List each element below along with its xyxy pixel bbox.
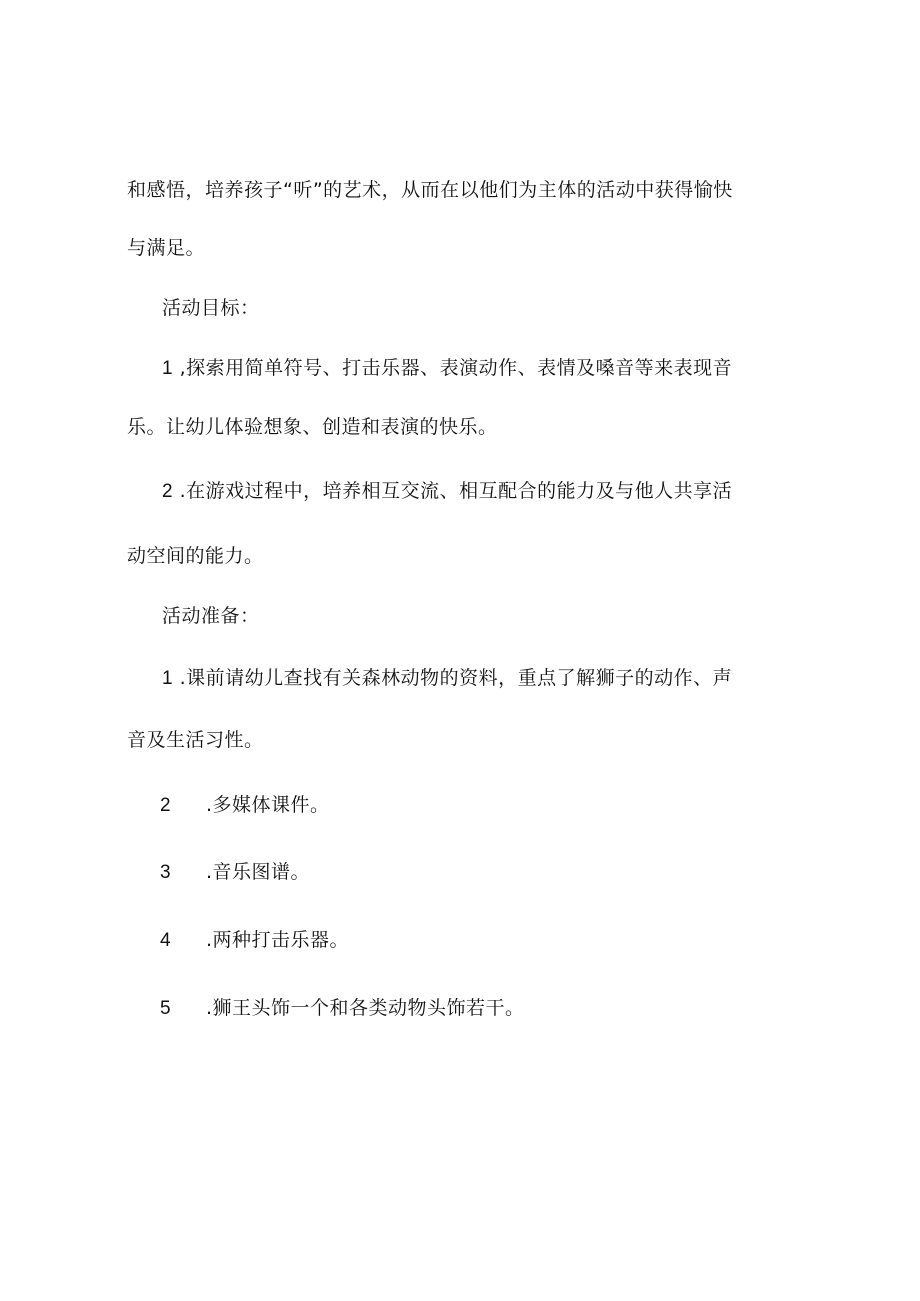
prep-1-text: .课前请幼儿查找有关森林动物的资料，重点了解狮子的动作、声 bbox=[173, 667, 733, 689]
goal-1-line-1 bbox=[162, 356, 732, 381]
prep-item-3 bbox=[160, 860, 310, 885]
prep-item-2 bbox=[160, 793, 330, 818]
prep-item-text: .两种打击乐器。 bbox=[206, 929, 350, 951]
prep-heading: 活动准备： bbox=[162, 605, 260, 627]
prep-item-5 bbox=[160, 996, 525, 1021]
intro-line-1: 和感悟，培养孩子“听”的艺术，从而在以他们为主体的活动中获得愉快 bbox=[127, 179, 733, 201]
goal-2-line-1 bbox=[162, 479, 732, 504]
prep-1-line-1 bbox=[162, 666, 732, 691]
goal-2-line-2: 动空间的能力。 bbox=[127, 545, 264, 567]
prep-item-number: 2 bbox=[160, 795, 172, 816]
goal-2-text: .在游戏过程中，培养相互交流、相互配合的能力及与他人共享活 bbox=[173, 480, 733, 502]
goal-1-number: 1 bbox=[162, 358, 174, 379]
prep-item-text: .狮王头饰一个和各类动物头饰若干。 bbox=[206, 997, 525, 1019]
prep-item-number: 5 bbox=[160, 998, 172, 1019]
prep-item-4 bbox=[160, 928, 349, 953]
goal-1-text: ,探索用简单符号、打击乐器、表演动作、表情及嗓音等来表现音 bbox=[173, 357, 733, 379]
prep-item-text: .音乐图谱。 bbox=[206, 861, 311, 883]
prep-item-number: 4 bbox=[160, 930, 172, 951]
intro-line-2: 与满足。 bbox=[127, 237, 206, 259]
prep-1-number: 1 bbox=[162, 668, 174, 689]
prep-item-number: 3 bbox=[160, 862, 172, 883]
prep-item-text: .多媒体课件。 bbox=[206, 794, 330, 816]
goal-1-line-2: 乐。让幼儿体验想象、创造和表演的快乐。 bbox=[127, 416, 498, 438]
prep-1-line-2: 音及生活习性。 bbox=[127, 729, 264, 751]
goals-heading: 活动目标： bbox=[162, 297, 260, 319]
goal-2-number: 2 bbox=[162, 481, 174, 502]
